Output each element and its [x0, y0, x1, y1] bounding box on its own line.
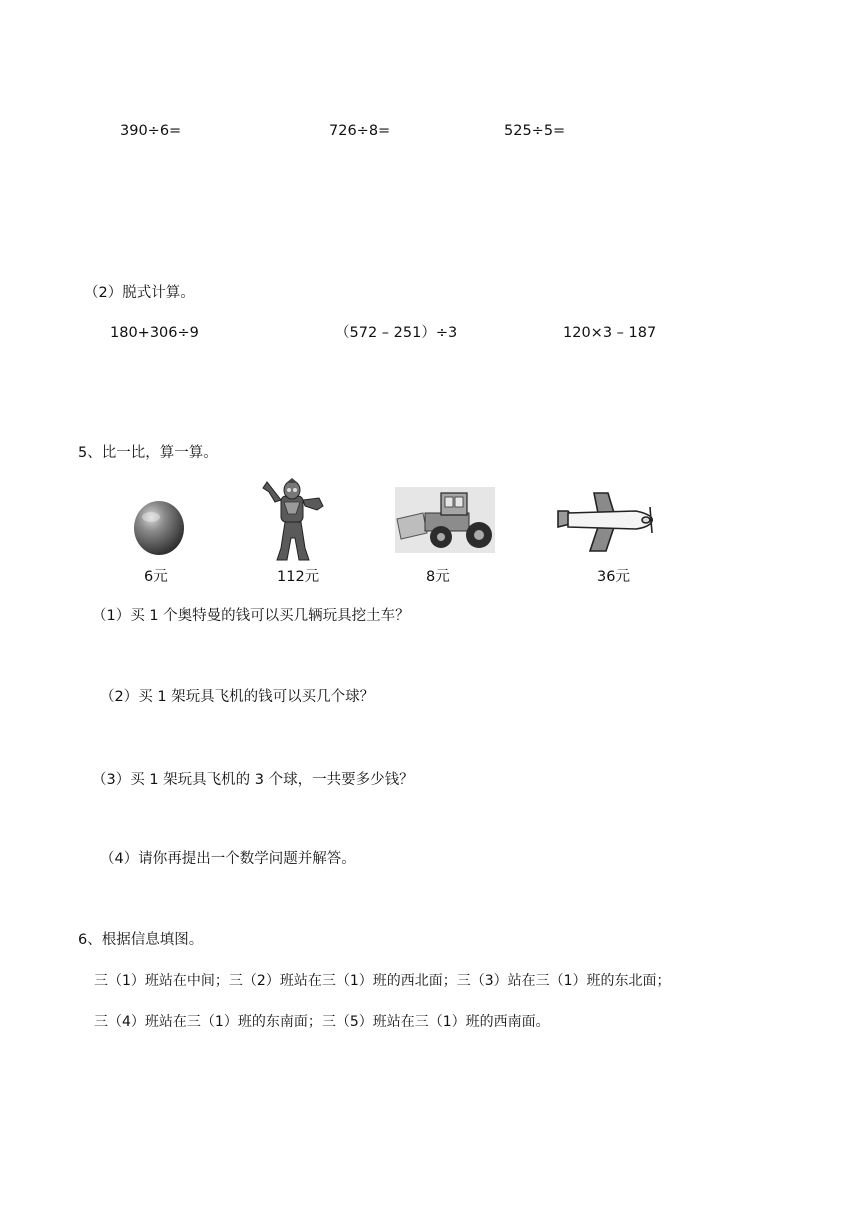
price-ball: 6元 — [144, 569, 168, 585]
toy-airplane-image — [554, 489, 658, 555]
division-problem-1: 390÷6= — [120, 123, 182, 139]
q5-question-2: （2）买 1 架玩具飞机的钱可以买几个球？ — [100, 689, 375, 705]
q6-line-2: 三（4）班站在三（1）班的东南面；三（5）班站在三（1）班的西南面。 — [94, 1014, 550, 1030]
q5-question-4: （4）请你再提出一个数学问题并解答。 — [100, 851, 356, 867]
q6-line-1: 三（1）班站在中间；三（2）班站在三（1）班的西北面；三（3）站在三（1）班的东北面； — [94, 973, 671, 989]
q6-heading: 6、根据信息填图。 — [78, 932, 204, 948]
ball-image — [131, 499, 187, 557]
ultraman-figure-image — [253, 478, 329, 564]
q5-question-3: （3）买 1 架玩具飞机的 3 个球，一共要多少钱？ — [92, 772, 414, 788]
price-excavator: 8元 — [426, 569, 450, 585]
step-calc-problem-2: （572 – 251）÷3 — [335, 325, 458, 341]
price-airplane: 36元 — [597, 569, 630, 585]
step-calc-heading: （2）脱式计算。 — [84, 285, 195, 301]
price-ultraman: 112元 — [277, 569, 320, 585]
q5-question-1: （1）买 1 个奥特曼的钱可以买几辆玩具挖土车？ — [92, 608, 410, 624]
toy-excavator-image — [395, 487, 495, 553]
division-problem-2: 726÷8= — [329, 123, 391, 139]
step-calc-problem-3: 120×3 – 187 — [563, 325, 657, 341]
division-problem-3: 525÷5= — [504, 123, 566, 139]
step-calc-problem-1: 180+306÷9 — [110, 325, 199, 341]
q5-heading: 5、比一比，算一算。 — [78, 445, 218, 461]
